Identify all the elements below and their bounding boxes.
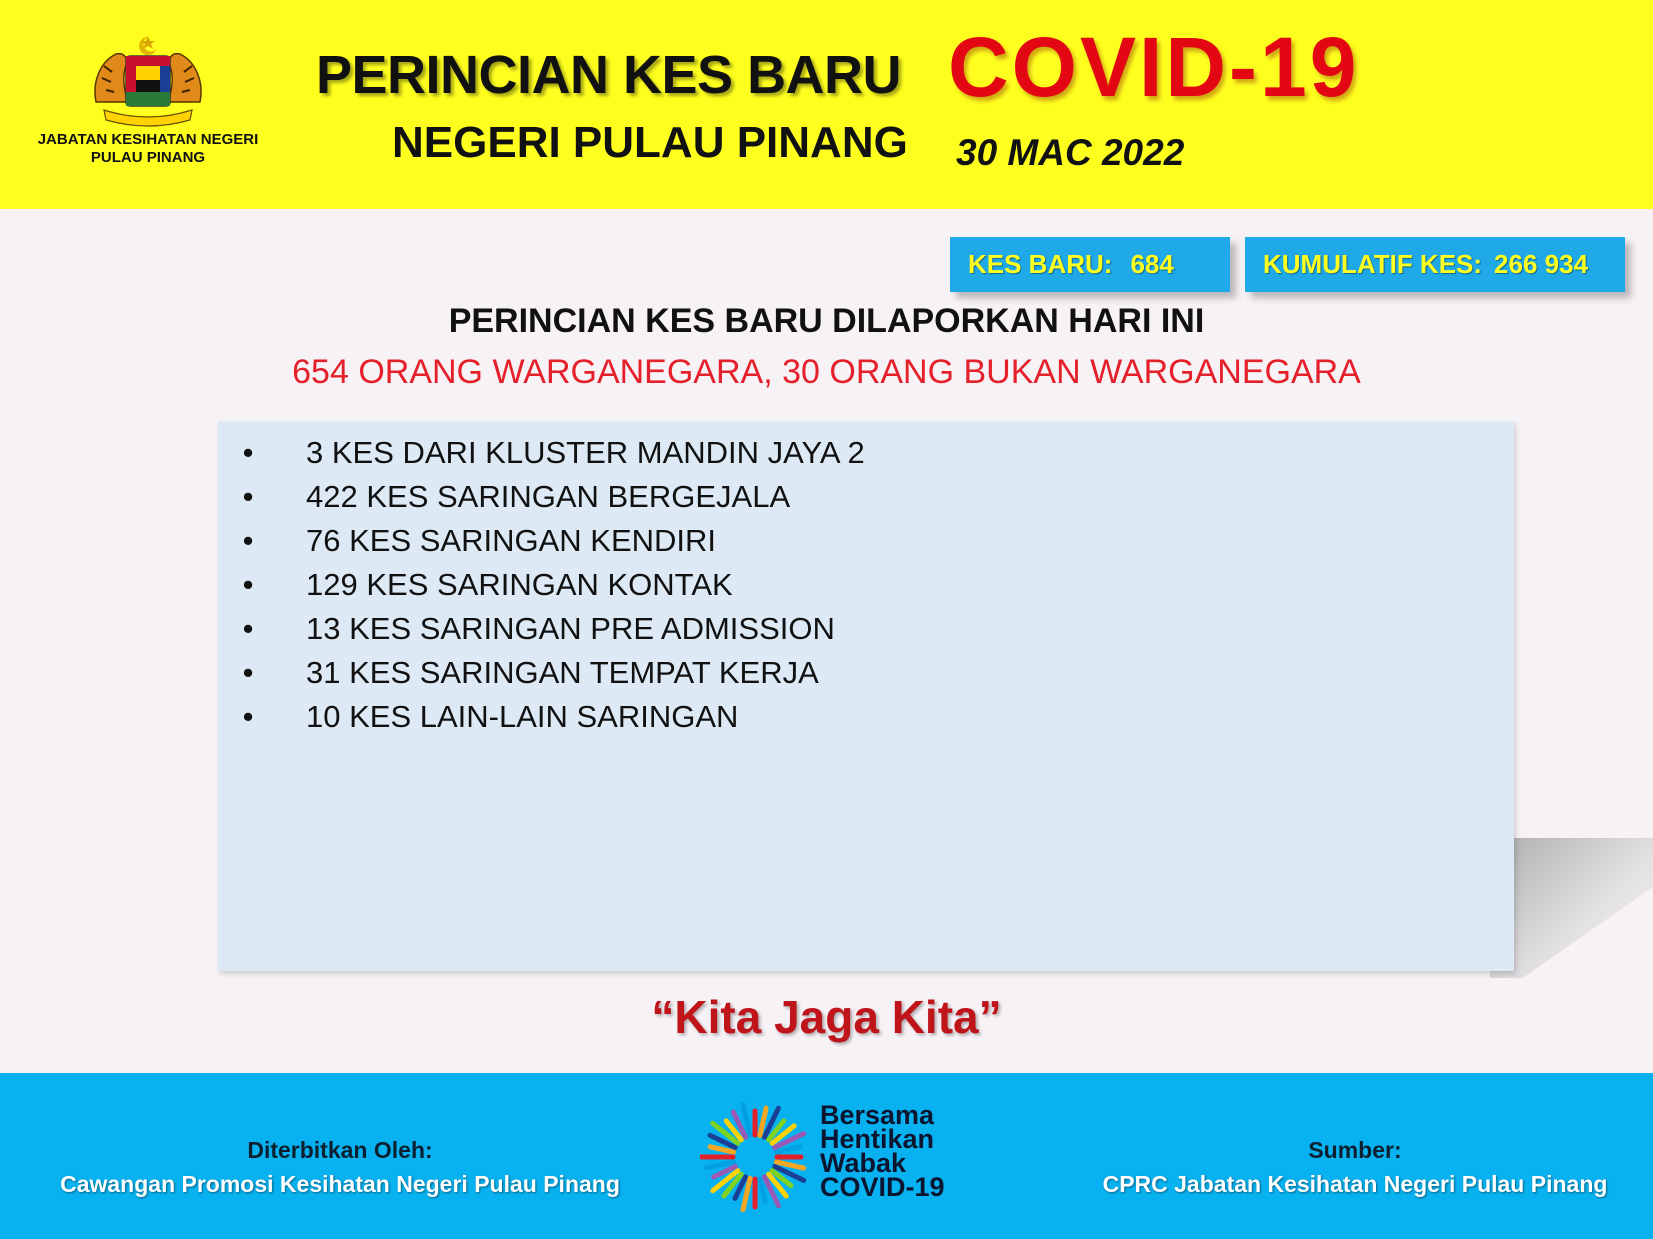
list-item-text: 31 KES SARINGAN TEMPAT KERJA (306, 655, 819, 690)
bullet-icon: • (242, 655, 254, 690)
campaign-wordmark (820, 1100, 990, 1202)
bullet-icon: • (242, 435, 254, 470)
bullet-icon: • (242, 699, 254, 734)
new-cases-box (950, 237, 1230, 292)
bullet-icon: • (242, 611, 254, 646)
citizenship-breakdown: 654 ORANG WARGANEGARA, 30 ORANG BUKAN WARGANEGARA (292, 353, 1361, 391)
cumulative-cases-label: KUMULATIF KES: (1263, 249, 1483, 279)
new-cases-label: KES BARU: (968, 249, 1113, 279)
list-item (238, 651, 1514, 695)
list-item-text: 10 KES LAIN-LAIN SARINGAN (306, 699, 739, 734)
organization-name (0, 131, 296, 167)
publisher-label: Diterbitkan Oleh: (247, 1137, 433, 1163)
org-line-2: PULAU PINANG (90, 149, 206, 166)
state-title: NEGERI PULAU PINANG (392, 118, 908, 167)
coat-of-arms-icon (86, 32, 210, 128)
source-name: CPRC Jabatan Kesihatan Negeri Pulau Pinang (1102, 1171, 1608, 1197)
cumulative-cases-value: 266 934 (1494, 249, 1589, 279)
list-item (238, 475, 1514, 519)
list-item (238, 519, 1514, 563)
bullet-icon: • (242, 523, 254, 558)
cumulative-cases-box (1245, 237, 1625, 292)
covid-title: COVID-19 (948, 20, 1360, 114)
list-item (238, 431, 1514, 475)
slogan: “Kita Jaga Kita” (651, 991, 1002, 1043)
org-line-1: JABATAN KESIHATAN NEGERI (37, 131, 259, 148)
campaign-line-4: COVID-19 (820, 1172, 945, 1202)
campaign-line-3: Wabak (820, 1148, 907, 1178)
page-title: PERINCIAN KES BARU (316, 45, 902, 105)
list-item-text: 13 KES SARINGAN PRE ADMISSION (306, 611, 835, 646)
list-item-text: 3 KES DARI KLUSTER MANDIN JAYA 2 (306, 435, 865, 470)
campaign-burst-logo-icon (700, 1097, 810, 1217)
publisher-block (40, 1133, 640, 1201)
footer-banner (0, 1073, 1653, 1239)
list-item-text: 76 KES SARINGAN KENDIRI (306, 523, 717, 558)
list-item-text: 422 KES SARINGAN BERGEJALA (306, 479, 791, 514)
header-banner (0, 0, 1653, 209)
details-heading: PERINCIAN KES BARU DILAPORKAN HARI INI (448, 302, 1205, 340)
campaign-line-1: Bersama (820, 1100, 935, 1130)
report-date: 30 MAC 2022 (956, 132, 1185, 173)
new-cases-value: 684 (1130, 249, 1174, 279)
bullet-icon: • (242, 567, 254, 602)
publisher-name: Cawangan Promosi Kesihatan Negeri Pulau Pinang (60, 1171, 620, 1197)
case-breakdown-list (218, 421, 1514, 739)
campaign-line-2: Hentikan (820, 1124, 935, 1154)
panel-shadow (1490, 838, 1653, 978)
bullet-icon: • (242, 479, 254, 514)
list-item-text: 129 KES SARINGAN KONTAK (306, 567, 733, 602)
list-item (238, 563, 1514, 607)
list-item (238, 695, 1514, 739)
source-label: Sumber: (1308, 1137, 1402, 1163)
source-block (1090, 1133, 1620, 1201)
case-breakdown-panel (218, 421, 1514, 971)
list-item (238, 607, 1514, 651)
